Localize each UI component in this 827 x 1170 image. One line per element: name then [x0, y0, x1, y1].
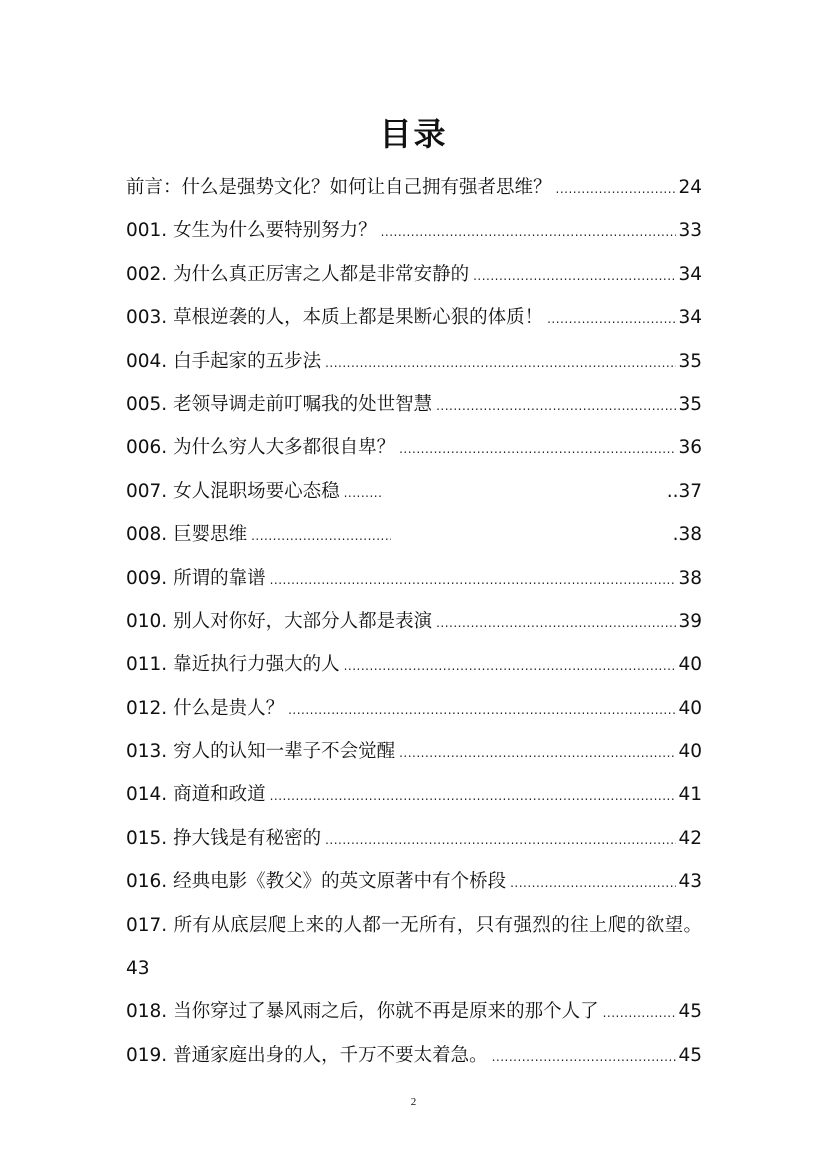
toc-entry-title: 009. 所谓的靠谱 [126, 567, 266, 589]
toc-title: 目录 [379, 115, 448, 153]
toc-entry[interactable] [126, 557, 702, 600]
toc-entry-title: 007. 女人混职场要心态稳 [126, 480, 340, 502]
toc-entry-title: 015. 挣大钱是有秘密的 [126, 827, 322, 849]
dot-leader [381, 211, 677, 254]
toc-entry-title: 003. 草根逆袭的人，本质上都是果断心狠的体质！ [126, 307, 544, 329]
dot-leader [473, 255, 676, 298]
toc-entry-page: .38 [672, 524, 702, 546]
dot-leader [399, 428, 676, 471]
toc-entry[interactable] [126, 773, 702, 816]
toc-entry-title: 004. 白手起家的五步法 [126, 350, 322, 372]
dot-leader [344, 645, 677, 688]
dot-leader [399, 732, 676, 775]
toc-entry-page: 43 [678, 871, 702, 893]
toc-entry-page: 35 [678, 350, 702, 372]
toc-entry-title: 019. 普通家庭出身的人，千万不要太着急。 [126, 1044, 488, 1066]
toc-entry-title: 008. 巨婴思维 [126, 524, 248, 546]
toc-entry[interactable] [126, 600, 702, 643]
toc-entry[interactable] [126, 990, 702, 1033]
toc-entry-page: 33 [678, 220, 702, 242]
toc-entry[interactable] [126, 860, 702, 903]
table-of-contents [126, 166, 702, 1077]
dot-leader [288, 689, 676, 732]
toc-entry-page: 34 [678, 307, 702, 329]
dot-leader [436, 385, 676, 428]
toc-entry[interactable] [126, 730, 702, 773]
dot-leader [325, 819, 676, 862]
toc-entry[interactable] [126, 209, 702, 252]
toc-entry[interactable] [126, 166, 702, 209]
toc-entry[interactable] [126, 253, 702, 296]
toc-entry-title: 016. 经典电影《教父》的英文原著中有个桥段 [126, 871, 507, 893]
toc-entry[interactable] [126, 643, 702, 686]
toc-entry-page: 34 [678, 263, 702, 285]
dot-leader [436, 602, 676, 645]
toc-entry-page: 38 [678, 567, 702, 589]
page-number: 2 [410, 1096, 417, 1108]
toc-entry[interactable] [126, 383, 702, 426]
toc-entry-title: 014. 商道和政道 [126, 784, 266, 806]
dot-leader [603, 992, 677, 1035]
toc-entry[interactable] [126, 426, 702, 469]
dot-leader [270, 559, 677, 602]
toc-entry-page: 40 [678, 741, 702, 763]
toc-entry[interactable] [126, 1034, 702, 1077]
toc-entry-title: 011. 靠近执行力强大的人 [126, 654, 340, 676]
toc-entry-page: 40 [678, 697, 702, 719]
toc-entry-page: 41 [678, 784, 702, 806]
dot-leader [325, 342, 676, 385]
dot-leader [251, 515, 391, 558]
toc-entry[interactable] [126, 513, 702, 556]
toc-entry-title: 001. 女生为什么要特别努力？ [126, 220, 377, 242]
dot-leader [556, 168, 677, 211]
dot-leader [492, 1036, 677, 1079]
toc-entry-title: 006. 为什么穷人大多都很自卑？ [126, 437, 396, 459]
toc-entry-title: 005. 老领导调走前叮嘱我的处世智慧 [126, 393, 433, 415]
dot-leader [547, 298, 676, 341]
dot-leader [344, 472, 382, 515]
toc-entry[interactable] [126, 470, 702, 513]
toc-entry-page: 45 [678, 1044, 702, 1066]
toc-entry-title: 017. 所有从底层爬上来的人都一无所有，只有强烈的往上爬的欲望。43 [126, 914, 702, 980]
toc-entry-title: 012. 什么是贵人？ [126, 697, 285, 719]
toc-entry-title: 013. 穷人的认知一辈子不会觉醒 [126, 741, 396, 763]
toc-entry[interactable] [126, 687, 702, 730]
toc-entry-page: 35 [678, 393, 702, 415]
toc-entry-title: 002. 为什么真正厉害之人都是非常安静的 [126, 263, 470, 285]
dot-leader [510, 862, 676, 905]
toc-entry-page: 40 [678, 654, 702, 676]
dot-leader [270, 775, 677, 818]
toc-entry[interactable] [126, 817, 702, 860]
toc-entry-page: 36 [678, 437, 702, 459]
toc-entry-title: 018. 当你穿过了暴风雨之后，你就不再是原来的那个人了 [126, 1001, 599, 1023]
toc-entry-title: 010. 别人对你好，大部分人都是表演 [126, 610, 433, 632]
toc-entry-page: 24 [678, 177, 702, 198]
toc-entry-page: 39 [678, 610, 702, 632]
toc-entry[interactable] [126, 340, 702, 383]
toc-entry[interactable] [126, 296, 702, 339]
toc-entry-page: ..37 [666, 480, 702, 502]
toc-entry[interactable] [126, 904, 702, 991]
toc-entry-page: 42 [678, 827, 702, 849]
toc-entry-title: 前言：什么是强势文化？如何让自己拥有强者思维？ [126, 177, 552, 198]
toc-entry-page: 45 [678, 1001, 702, 1023]
